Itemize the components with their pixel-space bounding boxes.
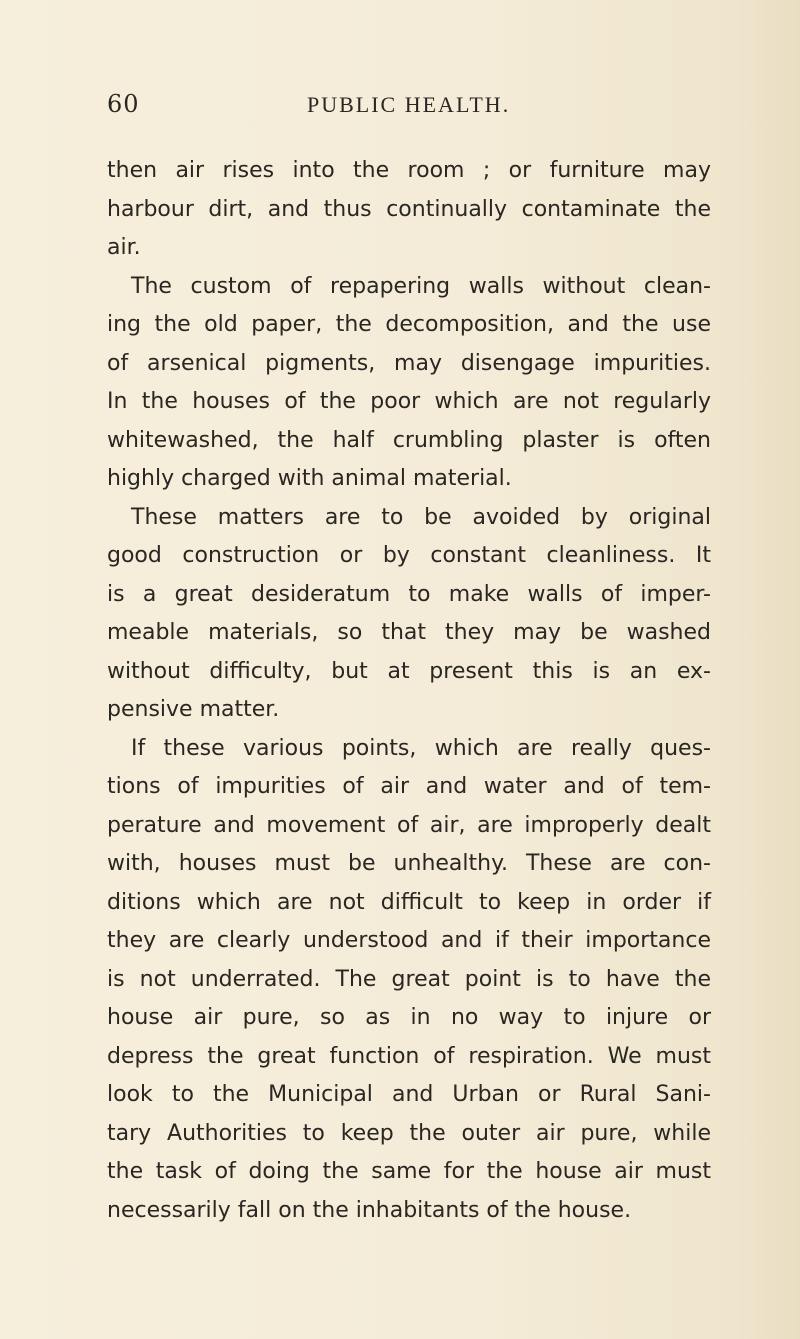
text-line: good construction or by constant cleanliness. It: [107, 543, 711, 568]
body-text: [107, 152, 711, 1230]
page-number: 60: [107, 90, 140, 118]
text-line: harbour dirt, and thus continually contaminate the: [107, 196, 711, 222]
text-line: whitewashed, the half crumbling plaster is often: [107, 427, 711, 453]
text-line: the task of doing the same for the house air must: [107, 1159, 711, 1184]
text-line: then air rises into the room ; or furniture may: [107, 158, 711, 183]
text-line: they are clearly understood and if their importance: [107, 928, 711, 953]
text-line: is not underrated. The great point is to have the: [107, 966, 711, 992]
text-line: highly charged with animal material.: [107, 466, 512, 491]
text-line: meable materials, so that they may be washed: [107, 620, 711, 645]
text-line: depress the great function of respiration. We must: [107, 1043, 711, 1069]
text-line: without difficulty, but at present this is an ex-: [107, 658, 711, 684]
text-line: tary Authorities to keep the outer air pure, while: [107, 1120, 711, 1146]
text-line: If these various points, which are really ques-: [131, 735, 711, 761]
text-line: air.: [107, 235, 141, 260]
text-line: necessarily fall on the inhabitants of the house.: [107, 1197, 632, 1223]
text-line: perature and movement of air, are improperly dealt: [107, 812, 711, 838]
text-line: ing the old paper, the decomposition, and the use: [107, 312, 711, 337]
text-line: with, houses must be unhealthy. These are con-: [107, 851, 711, 876]
text-line: tions of impurities of air and water and of tem-: [107, 774, 711, 799]
text-line: house air pure, so as in no way to injure or: [107, 1005, 711, 1030]
text-line: look to the Municipal and Urban or Rural Sani-: [107, 1082, 711, 1107]
text-line: pensive matter.: [107, 697, 280, 722]
text-line: The custom of repapering walls without clean-: [131, 273, 711, 299]
running-title: PUBLIC HEALTH.: [307, 92, 511, 117]
text-line: ditions which are not difficult to keep in order if: [107, 889, 711, 915]
text-line: These matters are to be avoided by original: [131, 504, 711, 530]
running-head: [107, 90, 707, 130]
text-line: is a great desideratum to make walls of imper-: [107, 581, 711, 607]
text-line: In the houses of the poor which are not regularly: [107, 389, 711, 414]
text-line: of arsenical pigments, may disengage impurities.: [107, 350, 711, 376]
